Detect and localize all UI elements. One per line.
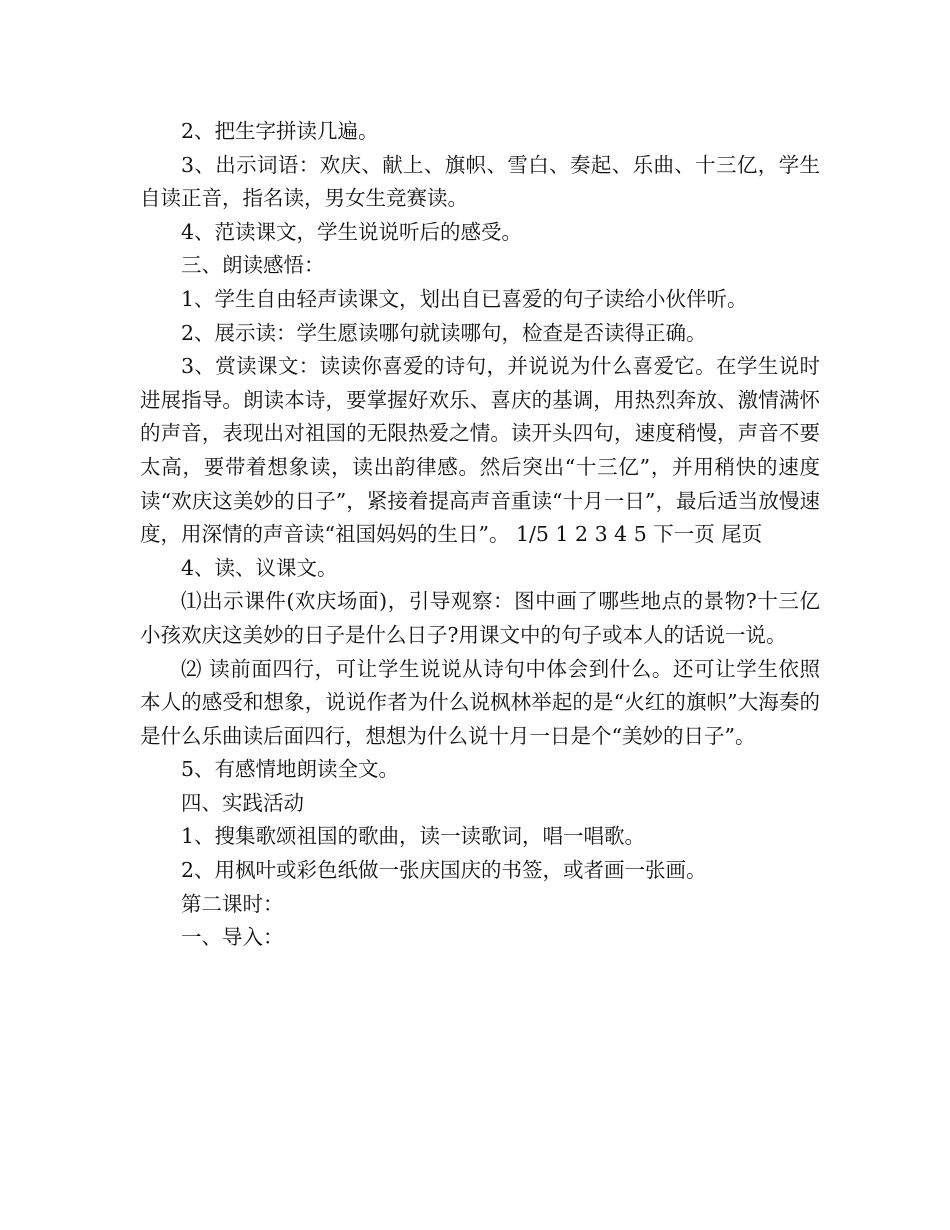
paragraph-6: 2、展示读：学生愿读哪句就读哪句，检查是否读得正确。	[181, 320, 707, 345]
section-heading-reading: 三、朗读感悟：	[181, 253, 325, 278]
paragraph-3: 4、范读课文，学生说说听后的感受。	[181, 219, 523, 244]
section-heading-intro: 一、导入：	[181, 925, 284, 950]
paragraph-5: 1、学生自由轻声读课文，划出自已喜爱的句子读给小伙伴听。	[181, 286, 748, 311]
section-heading-practice: 四、实践活动	[181, 790, 304, 815]
paragraph-13: 1、搜集歌颂祖国的歌曲，读一读歌词，唱一唱歌。	[181, 824, 646, 849]
document-body	[140, 115, 820, 955]
paragraph-14: 2、用枫叶或彩色纸做一张庆国庆的书签，或者画一张画。	[181, 858, 707, 883]
section-heading-second-lesson: 第二课时：	[181, 891, 284, 916]
paragraph-7: 3、赏读课文：读读你喜爱的诗句，并说说为什么喜爱它。在学生说时进展指导。朗读本诗，要掌握好欢乐、喜庆的基调，用热烈奔放、激情满怀的声音，表现出对祖国的无限热爱之情。读开头四句，速度稍慢，声音不要太高，要带着想象读，读出韵律感。然后突出“十三亿”，并用稍快的速度读“欢庆这美妙的日子”，紧接着提高声音重读“十月一日”，最后适当放慢速度，用深情的声音读“祖国妈妈的生日”。 1/5 1 2 3 4 5 下一页 尾页	[140, 354, 820, 547]
paragraph-2: 3、出示词语：欢庆、献上、旗帜、雪白、奏起、乐曲、十三亿，学生自读正音，指名读，男女生竞赛读。	[140, 152, 820, 211]
paragraph-10: ⑵ 读前面四行，可让学生说说从诗句中体会到什么。还可让学生依照本人的感受和想象，说说作者为什么说枫林举起的是“火红的旗帜”大海奏的是什么乐曲读后面四行，想想为什么说十月一日是个“美妙的日子”。	[140, 656, 820, 748]
paragraph-1: 2、把生字拼读几遍。	[181, 119, 379, 143]
paragraph-8: 4、读、议课文。	[181, 555, 338, 580]
paragraph-11: 5、有感情地朗读全文。	[181, 757, 400, 782]
paragraph-9: ⑴出示课件(欢庆场面)，引导观察：图中画了哪些地点的景物?十三亿小孩欢庆这美妙的日子是什么日子?用课文中的句子或本人的话说一说。	[140, 589, 820, 647]
